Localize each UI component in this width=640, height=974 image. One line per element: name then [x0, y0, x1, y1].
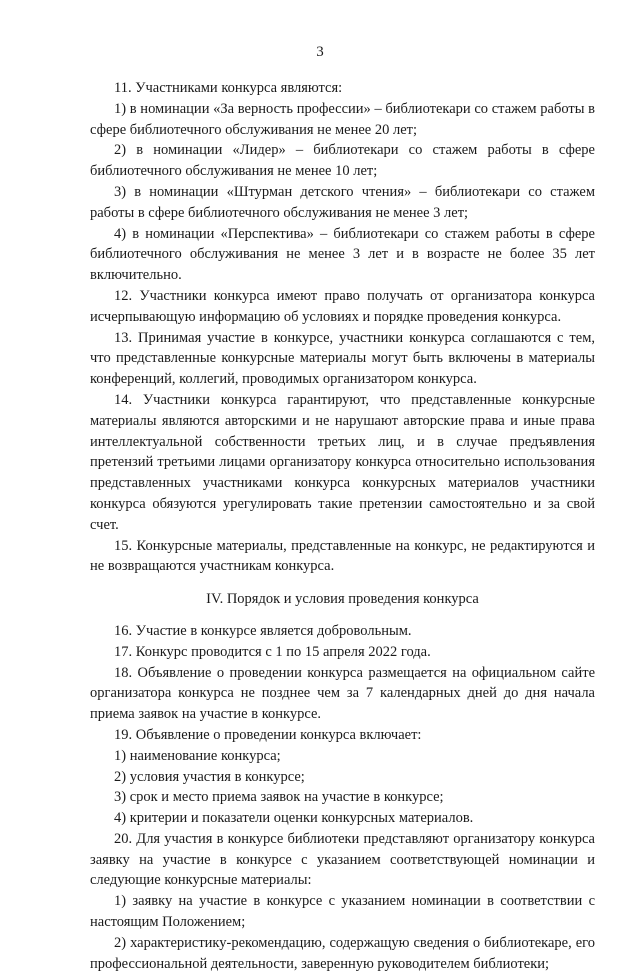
paragraph: 3) срок и место приема заявок на участие в конкурсе; — [114, 789, 444, 806]
paragraph: 15. Конкурсные материалы, представленные на конкурс, не редактируются и не возвращаются участникам конкурса. — [90, 537, 595, 575]
paragraph: 17. Конкурс проводится с 1 по 15 апреля 2022 года. — [114, 643, 431, 660]
paragraph: 16. Участие в конкурсе является добровольным. — [114, 622, 412, 639]
section-procedure — [90, 621, 595, 974]
paragraph: 3) в номинации «Штурман детского чтения» – библиотекари со стажем работы в сфере библиотечного обслуживания не менее 3 лет; — [90, 183, 595, 221]
paragraph: 11. Участниками конкурса являются: — [114, 80, 343, 96]
paragraph: 4) критерии и показатели оценки конкурсных материалов. — [114, 810, 474, 827]
section-heading: IV. Порядок и условия проведения конкурса — [206, 591, 479, 608]
page-number: 3 — [316, 44, 324, 60]
paragraph: 2) в номинации «Лидер» – библиотекари со стажем работы в сфере библиотечного обслуживания не менее 10 лет; — [90, 142, 595, 180]
paragraph: 12. Участники конкурса имеют право получать от организатора конкурса исчерпывающую информацию об условиях и порядке проведения конкурса. — [90, 287, 595, 325]
paragraph: 18. Объявление о проведении конкурса размещается на официальном сайте организатора конкурса не позднее чем за 7 календарных дней до дня начала приема заявок на участие в конкурсе. — [90, 664, 595, 723]
paragraph: 1) в номинации «За верность профессии» – библиотекари со стажем работы в сфере библиотечного обслуживания не менее 20 лет; — [90, 100, 595, 138]
paragraph: 14. Участники конкурса гарантируют, что представленные конкурсные материалы являются авторскими и не нарушают авторские права и иные права интеллектуальной собственности третьих лиц, и в случае предъявления претензий третьими лицами организатору конкурса относительно использования представленных участниками конкурса конкурсных материалов участники конкурса обязуются урегулировать такие претензии самостоятельно и за свой счет. — [90, 391, 595, 533]
paragraph: 1) заявку на участие в конкурсе с указанием номинации в соответствии с настоящим Положением; — [90, 893, 595, 931]
paragraph: 4) в номинации «Перспектива» – библиотекари со стажем работы в сфере библиотечного обслуживания не менее 3 лет и в возрасте не более 35 лет включительно. — [90, 225, 595, 284]
section-participants — [90, 78, 595, 577]
document-body — [90, 78, 595, 974]
paragraph: 13. Принимая участие в конкурсе, участники конкурса соглашаются с тем, что представленные конкурсные материалы могут быть включены в материалы конференций, коллегий, проводимых организатором конкурса. — [90, 329, 595, 388]
paragraph: 2) условия участия в конкурсе; — [114, 768, 305, 785]
paragraph: 2) характеристику-рекомендацию, содержащую сведения о библиотекаре, его профессиональной деятельности, заверенную руководителем библиотеки; — [90, 934, 595, 972]
paragraph: 19. Объявление о проведении конкурса включает: — [114, 726, 422, 743]
paragraph: 20. Для участия в конкурсе библиотеки представляют организатору конкурса заявку на участие в конкурсе с указанием соответствующей номинации и следующие конкурсные материалы: — [90, 830, 595, 889]
paragraph: 1) наименование конкурса; — [114, 747, 281, 764]
